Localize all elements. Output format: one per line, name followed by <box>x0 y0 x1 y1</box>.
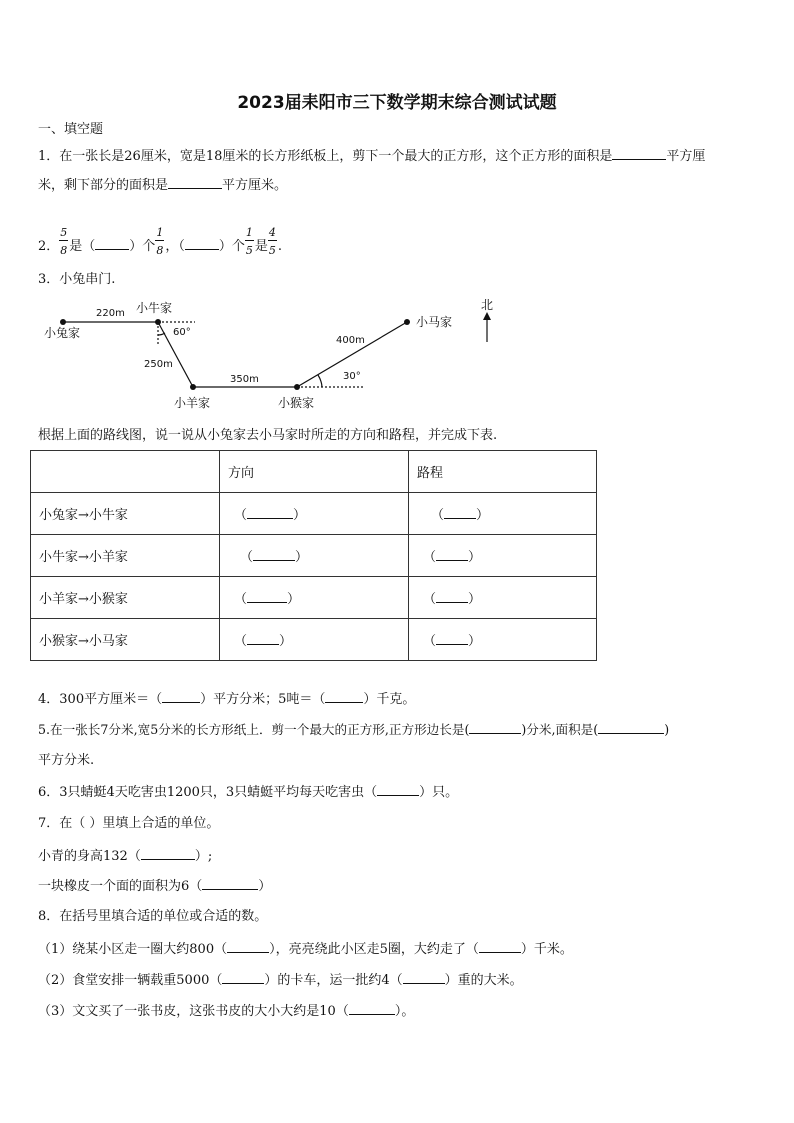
table-header-cell <box>31 451 220 493</box>
distance-answer-cell <box>409 493 597 535</box>
q8-text: ）的卡车，运一批约4（ <box>264 973 403 988</box>
q8-blank[interactable] <box>403 971 445 984</box>
label-sheep-home: 小羊家 <box>174 396 211 410</box>
distance-blank[interactable] <box>436 590 468 603</box>
page-title: 2023届耒阳市三下数学期末综合测试试题 <box>237 93 557 113</box>
question-8-line-2 <box>38 971 523 990</box>
label-monkey-home: 小猴家 <box>278 396 315 410</box>
q2-number: 2． <box>38 239 60 254</box>
frac-numerator: 5 <box>60 226 68 239</box>
q5-blank-1[interactable] <box>469 721 521 734</box>
question-3-heading: 3．小兔串门. <box>38 272 116 287</box>
paren: （ <box>234 592 248 607</box>
q1-blank-1[interactable] <box>612 147 666 160</box>
route-table <box>30 450 597 661</box>
question-2 <box>38 226 282 256</box>
q2-blank-1[interactable] <box>95 237 129 250</box>
table-header-distance: 路程 <box>409 451 597 493</box>
question-6 <box>38 783 458 802</box>
q8-text: ）。 <box>394 1004 415 1019</box>
route-segment-label: 小牛家→小羊家 <box>31 535 220 577</box>
table-row <box>31 577 597 619</box>
q8-blank[interactable] <box>222 971 264 984</box>
distance-250m: 250m <box>144 359 173 370</box>
question-4 <box>38 690 415 709</box>
q7-blank-2[interactable] <box>202 877 258 890</box>
q8-blank[interactable] <box>227 940 269 953</box>
q8-blank[interactable] <box>349 1002 395 1015</box>
q2-text: ）个 <box>129 239 156 254</box>
q7-text: 一块橡皮一个面的面积为6（ <box>38 879 203 894</box>
horse-home-point <box>404 319 410 325</box>
paren: ） <box>287 592 301 607</box>
direction-answer-cell <box>220 619 409 661</box>
q4-text: 4．300平方厘米＝（ <box>38 692 163 707</box>
question-8-heading: 8．在括号里填合适的单位或合适的数。 <box>38 909 268 924</box>
angle-60: 60° <box>173 327 191 338</box>
route-map <box>30 295 530 420</box>
cow-home-point <box>155 319 161 325</box>
paren: （ <box>234 508 248 523</box>
distance-answer-cell <box>409 577 597 619</box>
table-row <box>31 535 597 577</box>
q6-blank[interactable] <box>377 783 419 796</box>
q7-text: 小青的身高132（ <box>38 849 141 864</box>
question-5-line-2: 平方分米. <box>38 753 95 768</box>
paren: （ <box>240 550 254 565</box>
frac-numerator: 4 <box>268 226 276 239</box>
q8-text: ）千米。 <box>520 942 573 957</box>
route-segment-label: 小兔家→小牛家 <box>31 493 220 535</box>
paren: （ <box>431 508 445 523</box>
q4-blank-1[interactable] <box>162 690 200 703</box>
paren: （ <box>423 634 437 649</box>
paren: ） <box>468 634 482 649</box>
distance-answer-cell <box>409 619 597 661</box>
q7-blank-1[interactable] <box>141 847 195 860</box>
q1-blank-2[interactable] <box>168 176 222 189</box>
q1-text-d: 平方厘米。 <box>222 178 288 193</box>
q4-text: ）千克。 <box>363 692 416 707</box>
q5-text: )分米,面积是( <box>521 722 599 737</box>
label-cow-home: 小牛家 <box>136 301 173 315</box>
fraction-5-8 <box>59 226 69 256</box>
q8-blank[interactable] <box>479 940 521 953</box>
question-8-line-1 <box>38 940 573 959</box>
table-header-direction: 方向 <box>220 451 409 493</box>
paren: （ <box>423 592 437 607</box>
paren: （ <box>234 634 248 649</box>
direction-answer-cell <box>220 493 409 535</box>
distance-blank[interactable] <box>436 548 468 561</box>
distance-350m: 350m <box>230 374 259 385</box>
paren: （ <box>423 550 437 565</box>
direction-answer-cell <box>220 577 409 619</box>
q8-text: ），亮亮绕此小区走5圈，大约走了（ <box>269 942 479 957</box>
q8-text: （1）绕某小区走一圈大约800（ <box>38 942 228 957</box>
q6-text: ）只。 <box>419 785 459 800</box>
question-1-line-2 <box>38 176 287 195</box>
frac-denominator: 5 <box>245 244 253 257</box>
distance-400m: 400m <box>336 335 365 346</box>
route-segment-label: 小羊家→小猴家 <box>31 577 220 619</box>
q7-text: ） <box>258 879 272 894</box>
table-row <box>31 619 597 661</box>
q2-text: 是（ <box>69 239 96 254</box>
q1-text-a: 1．在一张长是26厘米，宽是18厘米的长方形纸板上，剪下一个最大的正方形，这个正方形的面积是 <box>38 149 613 164</box>
table-row <box>31 493 597 535</box>
question-8-line-3 <box>38 1002 414 1021</box>
q6-text: 6．3只蜻蜓4天吃害虫1200只，3只蜻蜓平均每天吃害虫（ <box>38 785 378 800</box>
q8-text: ）重的大米。 <box>444 973 523 988</box>
q1-text-c: 米，剩下部分的面积是 <box>38 178 169 193</box>
frac-denominator: 8 <box>60 244 68 257</box>
question-1-line-1 <box>38 147 705 166</box>
direction-answer-cell <box>220 535 409 577</box>
angle-arc-60 <box>158 333 165 335</box>
q2-blank-2[interactable] <box>185 237 219 250</box>
paren: ） <box>468 550 482 565</box>
q8-text: （2）食堂安排一辆载重5000（ <box>38 973 223 988</box>
rabbit-home-point <box>60 319 66 325</box>
paren: ） <box>295 550 309 565</box>
distance-blank[interactable] <box>436 632 468 645</box>
q7-text: ）; <box>194 849 213 864</box>
paren: ） <box>476 508 490 523</box>
distance-answer-cell <box>409 535 597 577</box>
question-5-line-1 <box>38 721 669 739</box>
label-north: 北 <box>481 298 494 312</box>
north-arrow-head <box>483 312 491 320</box>
angle-30: 30° <box>343 371 361 382</box>
q4-text: ）平方分米；5吨＝（ <box>200 692 326 707</box>
q2-text: ，（ <box>165 239 185 254</box>
distance-220m: 220m <box>96 308 125 319</box>
frac-denominator: 5 <box>268 244 276 257</box>
label-rabbit-home: 小兔家 <box>44 326 81 340</box>
monkey-home-point <box>294 384 300 390</box>
question-7-line-1 <box>38 847 212 866</box>
frac-numerator: 1 <box>156 226 164 239</box>
paren: ） <box>279 634 293 649</box>
q4-blank-2[interactable] <box>325 690 363 703</box>
fraction-1-8 <box>155 226 165 256</box>
direction-blank[interactable] <box>253 548 295 561</box>
distance-blank[interactable] <box>444 506 476 519</box>
q5-text: 5.在一张长7分米,宽5分米的长方形纸上．剪一个最大的正方形,正方形边长是( <box>38 722 470 737</box>
paren: ） <box>293 508 307 523</box>
question-7-line-2 <box>38 877 271 896</box>
section-heading: 一、填空题 <box>38 122 104 137</box>
q2-text: . <box>277 239 282 254</box>
angle-arc-30 <box>318 375 322 387</box>
q1-text-b: 平方厘 <box>666 149 706 164</box>
direction-blank[interactable] <box>247 506 293 519</box>
q2-text: 是 <box>254 239 268 254</box>
q8-text: （3）文文买了一张书皮，这张书皮的大小大约是10（ <box>38 1004 349 1019</box>
fraction-1-5 <box>245 226 255 256</box>
fraction-4-5 <box>268 226 278 256</box>
route-segment-label: 小猴家→小马家 <box>31 619 220 661</box>
q3-instruction: 根据上面的路线图，说一说从小兔家去小马家时所走的方向和路程，并完成下表. <box>38 428 498 443</box>
frac-numerator: 1 <box>245 226 253 239</box>
label-horse-home: 小马家 <box>416 315 453 329</box>
direction-blank[interactable] <box>247 632 279 645</box>
paren: ） <box>468 592 482 607</box>
direction-blank[interactable] <box>247 590 287 603</box>
sheep-home-point <box>190 384 196 390</box>
question-7-heading: 7．在（ ）里填上合适的单位。 <box>38 816 220 831</box>
q5-text: ) <box>664 722 670 737</box>
q2-text: ）个 <box>218 239 245 254</box>
q5-blank-2[interactable] <box>598 721 664 734</box>
frac-denominator: 8 <box>156 244 164 257</box>
table-header-row <box>31 451 597 493</box>
